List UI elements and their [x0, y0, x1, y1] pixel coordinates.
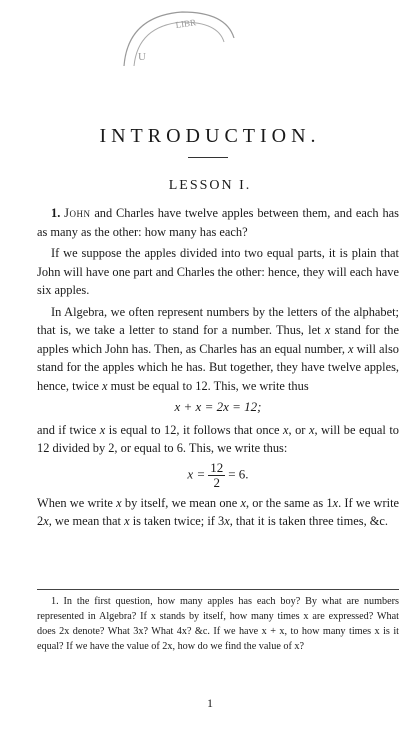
page-title: INTRODUCTION. — [99, 125, 321, 147]
svg-text:U: U — [138, 51, 146, 63]
lesson-body — [37, 204, 399, 531]
equation-1: x + x = 2x = 12; — [174, 399, 262, 414]
footnote-divider — [37, 589, 399, 590]
paragraph-5: When we write x by itself, we mean one x, or the same as 1x. If we write 2x, we mean that x is taken twice; if 3x, that it is taken three times, &c. — [37, 495, 400, 528]
paragraph-2: If we suppose the apples divided into two equal parts, it is plain that John will have one part and Charles the other: hence, they will each have six apples. — [37, 246, 399, 297]
equation-2: x = $\frac{12}{2}$ = 6. — [187, 459, 249, 490]
paragraph-4: and if twice x is equal to 12, it follows that once x, or x, will be equal to 12 divided by 2, or equal to 6. This, we write thus: — [37, 422, 399, 455]
paragraph-3: In Algebra, we often represent numbers by the letters of the alphabet; that is, we take a letter to stand for a number. Thus, let x stand for the apples which John has. Then, as Charles has an equal number, x will also stand for the apples which he has. But together, they have twelve apples, hence, twice x must be equal to 12. This, we write thus — [37, 304, 399, 393]
footnote — [37, 594, 399, 654]
title-divider — [188, 157, 228, 158]
paragraph-1: 1. John and Charles have twelve apples between them, and each has as many as the other: how many has each? — [37, 206, 399, 239]
lesson-heading: LESSON I. — [168, 178, 252, 193]
svg-text:LIBR: LIBR — [174, 17, 197, 30]
page-number: 1 — [207, 696, 213, 710]
fraction: $\frac{12}{2}$ — [210, 459, 224, 490]
footnote-text: 1. In the first question, how many apples has each boy? By what are numbers represented in Algebra? If x stands by itself, how many times x are expressed? What does 2x denote? What 3x? What 4x? &c. If we have x + x, to how many times x is it equal? If we have the value of 2x, how do we find the value of x? — [37, 596, 399, 652]
library-stamp-icon — [118, 8, 238, 68]
